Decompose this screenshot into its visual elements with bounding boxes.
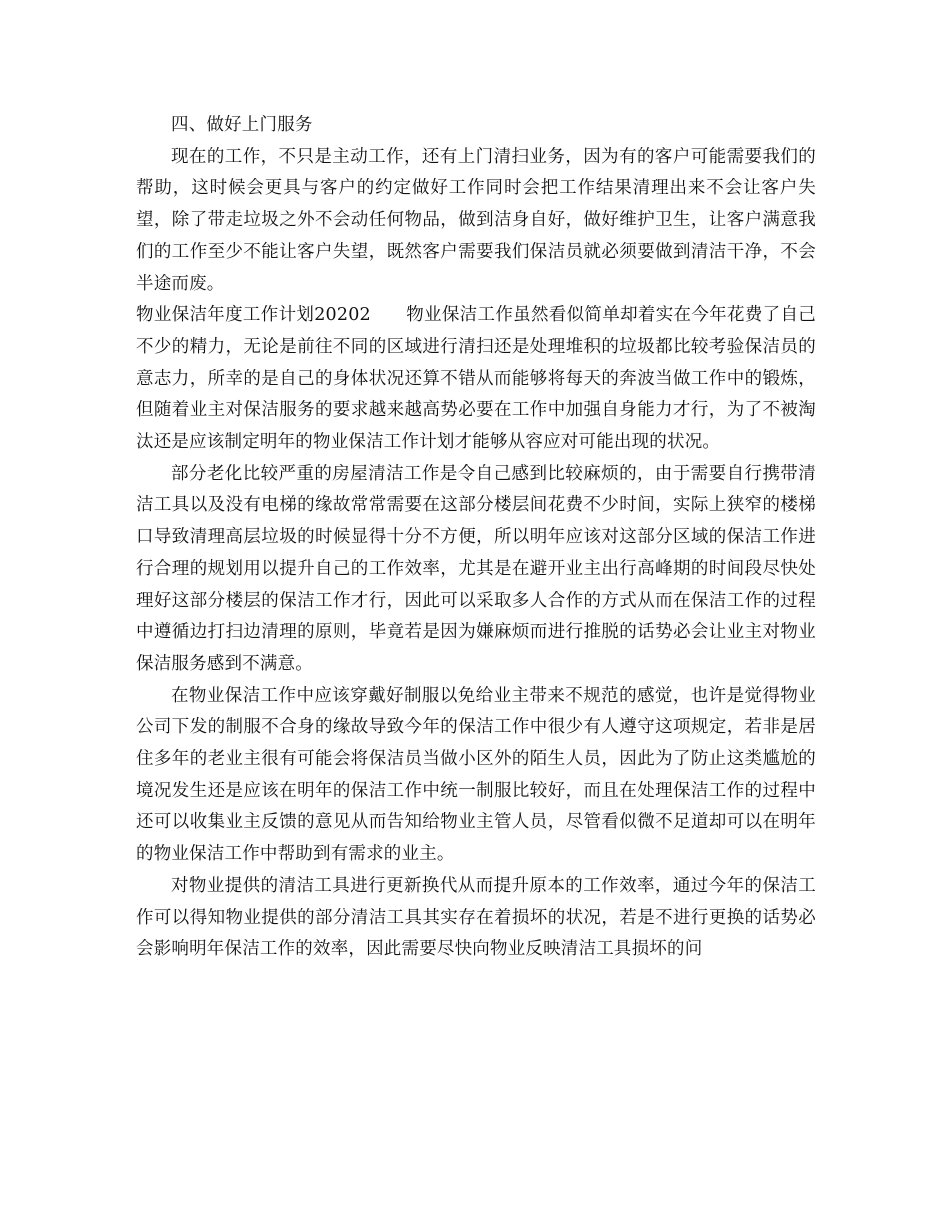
paragraph-old-buildings: 部分老化比较严重的房屋清洁工作是令自己感到比较麻烦的，由于需要自行携带清洁工具以及没有电梯的缘故常常需要在这部分楼层间花费不少时间，实际上狭窄的楼梯口导致清理高层垃圾的时候显得十分不方便，所以明年应该对这部分区域的保洁工作进行合理的规划用以提升自己的工作效率，尤其是在避开业主出行高峰期的时间段尽快处理好这部分楼层的保洁工作才行，因此可以采取多人合作的方式从而在保洁工作的过程中遵循边打扫边清理的原则，毕竟若是因为嫌麻烦而进行推脱的话势必会让业主对物业保洁服务感到不满意。 [136, 463, 816, 674]
title-gap [371, 305, 406, 325]
paragraph-uniforms: 在物业保洁工作中应该穿戴好制服以免给业主带来不规范的感觉，也许是觉得物业公司下发的制服不合身的缘故导致今年的保洁工作中很少有人遵守这项规定，若非是居住多年的老业主很有可能会将保洁员当做小区外的陌生人员，因此为了防止这类尴尬的境况发生还是应该在明年的保洁工作中统一制服比较好，而且在处理保洁工作的过程中还可以收集业主反馈的意见从而告知给物业主管人员，尽管看似微不足道却可以在明年的物业保洁工作中帮助到有需求的业主。 [136, 685, 816, 865]
paragraph-door-service: 现在的工作，不只是主动工作，还有上门清扫业务，因为有的客户可能需要我们的帮助，这时候会更具与客户的约定做好工作同时会把工作结果清理出来不会让客户失望，除了带走垃圾之外不会动任何物品，做到洁身自好，做好维护卫生，让客户满意我们的工作至少不能让客户失望，既然客户需要我们保洁员就必须要做到清洁干净，不会半途而废。 [136, 146, 816, 294]
section-heading: 四、做好上门服务 [171, 115, 313, 135]
article-title: 物业保洁年度工作计划20202 [136, 305, 371, 326]
article-intro-text: 物业保洁工作虽然看似简单却着实在今年花费了自己不少的精力，无论是前往不同的区域进行清扫还是处理堆积的垃圾都比较考验保洁员的意志力，所幸的是自己的身体状况还算不错从而能够将每天的奔波当做工作中的锻炼，但随着业主对保洁服务的要求越来越高势必要在工作中加强自身能力才行，为了不被淘汰还是应该制定明年的物业保洁工作计划才能够从容应对可能出现的状况。 [136, 305, 816, 453]
paragraph-cleaning-tools: 对物业提供的清洁工具进行更新换代从而提升原本的工作效率，通过今年的保洁工作可以得知物业提供的部分清洁工具其实存在着损坏的状况，若是不进行更换的话势必会影响明年保洁工作的效率，因此需要尽快向物业反映清洁工具损坏的问 [136, 875, 816, 960]
document-page [136, 110, 816, 966]
article-intro-paragraph [136, 300, 816, 459]
